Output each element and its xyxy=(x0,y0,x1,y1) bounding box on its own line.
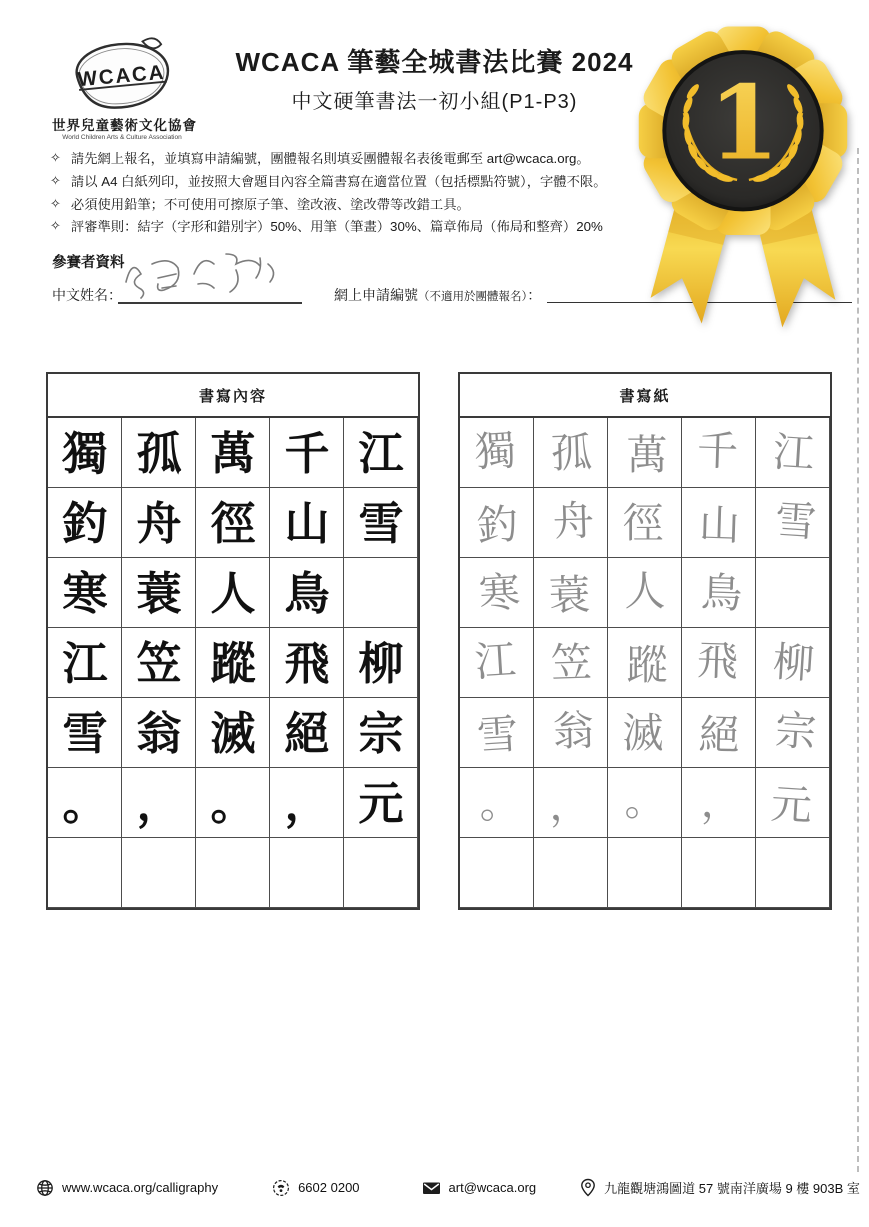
printed-grid-cell: 山 xyxy=(270,488,344,558)
instruction-text: 必須使用鉛筆；不可使用可擦原子筆、塗改液、塗改帶等改錯工具。 xyxy=(70,196,470,212)
printed-grid-cell: 獨 xyxy=(48,418,122,488)
handwritten-grid-cell: 滅 xyxy=(608,698,682,768)
instruction-text: 評審準則：結字（字形和錯別字）50%、用筆（筆畫）30%、篇章佈局（佈局和整齊）20% xyxy=(70,219,603,235)
instructions-list xyxy=(50,149,690,237)
handwritten-grid-cell xyxy=(534,838,608,908)
instruction-item xyxy=(50,149,690,168)
handwritten-grid-cell: 柳 xyxy=(756,628,830,698)
handwritten-grid-cell: 江 xyxy=(756,418,830,488)
phone-icon xyxy=(272,1179,290,1197)
first-place-medal xyxy=(625,10,861,340)
handwritten-grid-cell: 舟 xyxy=(534,488,608,558)
footer-address-text: 九龍觀塘鴻圖道 57 號南洋廣場 9 樓 903B 室 xyxy=(604,1181,860,1196)
printed-grid-cell: 飛 xyxy=(270,628,344,698)
printed-grid-cell xyxy=(48,838,122,908)
printed-grid-cell: 江 xyxy=(344,418,418,488)
printed-grid-cell: 人 xyxy=(196,558,270,628)
handwritten-grid-cell: 宗 xyxy=(756,698,830,768)
handwritten-grid-cell: 雪 xyxy=(756,488,830,558)
printed-grid-cell: 孤 xyxy=(122,418,196,488)
printed-grid-cell xyxy=(196,838,270,908)
printed-grid-cell: 柳 xyxy=(344,628,418,698)
handwritten-grid-cell: 。 xyxy=(460,768,534,838)
footer-website xyxy=(36,1179,218,1197)
page-subtitle: 中文硬筆書法一初小組(P1-P3) xyxy=(291,91,578,113)
printed-grid-cell: 舟 xyxy=(122,488,196,558)
page-title: WCACA 筆藝全城書法比賽 2024 xyxy=(235,47,634,77)
printed-grid-cell: 蓑 xyxy=(122,558,196,628)
envelope-icon xyxy=(422,1180,441,1196)
printed-grid-cell: 萬 xyxy=(196,418,270,488)
handwritten-grid-cell xyxy=(682,838,756,908)
handwritten-grid-cell: ， xyxy=(534,768,608,838)
grid-title: 書寫紙 xyxy=(460,374,830,418)
grid-title: 書寫內容 xyxy=(48,374,418,418)
handwritten-grid-cell: 江 xyxy=(460,628,534,698)
printed-grid-cell: 千 xyxy=(270,418,344,488)
diamond-bullet-icon: ✧ xyxy=(50,150,61,165)
handwritten-grid-cell: 蹤 xyxy=(608,628,682,698)
instruction-item xyxy=(50,195,690,214)
handwritten-grid-cell: 笠 xyxy=(534,628,608,698)
footer-email xyxy=(422,1180,537,1196)
writing-paper-grid xyxy=(458,372,832,910)
globe-icon xyxy=(36,1179,54,1197)
application-number-label-colon: ： xyxy=(527,287,542,303)
printed-grid-cell xyxy=(344,558,418,628)
instruction-item xyxy=(50,217,690,236)
handwritten-grid-cell xyxy=(756,838,830,908)
handwritten-grid-cell: 鳥 xyxy=(682,558,756,628)
printed-grid-cell: 笠 xyxy=(122,628,196,698)
footer-phone-text: 6602 0200 xyxy=(298,1180,360,1195)
participant-section-title: 參賽者資料 xyxy=(52,255,125,271)
writing-content-grid xyxy=(46,372,420,910)
printed-grid-cell: 絕 xyxy=(270,698,344,768)
footer-website-text: www.wcaca.org/calligraphy xyxy=(62,1180,219,1195)
handwritten-grid-cell: 釣 xyxy=(460,488,534,558)
diamond-bullet-icon: ✧ xyxy=(50,172,61,188)
application-number-label-main: 網上申請編號 xyxy=(334,287,418,303)
handwritten-grid-cell: ， xyxy=(682,768,756,838)
location-pin-icon xyxy=(580,1178,596,1197)
handwritten-grid-cell: 絕 xyxy=(682,698,756,768)
svg-text:WCACA: WCACA xyxy=(76,60,167,92)
handwritten-grid-cell: 徑 xyxy=(608,488,682,558)
handwritten-grid-cell: 飛 xyxy=(682,628,756,698)
logo-org-name-en: World Children Arts & Culture Association xyxy=(62,134,182,141)
printed-grid-cell: ， xyxy=(270,768,344,838)
printed-grid-cell: 元 xyxy=(344,768,418,838)
name-field-label: 中文姓名： xyxy=(52,287,122,303)
handwritten-grid-cell: 獨 xyxy=(460,418,534,488)
printed-grid-cell: 釣 xyxy=(48,488,122,558)
instruction-item xyxy=(50,172,690,191)
printed-grid-cell: 翁 xyxy=(122,698,196,768)
printed-grid-cell: 江 xyxy=(48,628,122,698)
printed-grid-cell xyxy=(344,838,418,908)
printed-grid-cell: 蹤 xyxy=(196,628,270,698)
footer-phone xyxy=(272,1179,359,1197)
medal-rank-number: 1 xyxy=(708,63,780,184)
printed-grid-cell: 寒 xyxy=(48,558,122,628)
logo-org-name-zh: 世界兒童藝術文化協會 xyxy=(52,118,197,133)
printed-grid-cell: 。 xyxy=(196,768,270,838)
printed-grid-cell: 鳥 xyxy=(270,558,344,628)
handwritten-grid-cell: 人 xyxy=(608,558,682,628)
instruction-text: 請以 A4 白紙列印，並按照大會題目內容全篇書寫在適當位置（包括標點符號），字體不限。 xyxy=(70,173,607,189)
printed-grid-cell xyxy=(122,838,196,908)
printed-grid-cell: 滅 xyxy=(196,698,270,768)
printed-grid-cell: 。 xyxy=(48,768,122,838)
diamond-bullet-icon: ✧ xyxy=(50,195,61,211)
application-number-label-note: （不適用於團體報名） xyxy=(418,291,528,303)
handwritten-grid-cell: 山 xyxy=(682,488,756,558)
application-number-label xyxy=(334,285,541,305)
handwritten-grid-cell xyxy=(756,558,830,628)
handwritten-grid-cell xyxy=(608,838,682,908)
handwritten-grid-cell: 雪 xyxy=(460,698,534,768)
handwritten-grid-cell: 孤 xyxy=(534,418,608,488)
footer-contact-bar xyxy=(36,1178,859,1197)
handwritten-grid-cell: 元 xyxy=(756,768,830,838)
diamond-bullet-icon: ✧ xyxy=(50,218,61,234)
footer-email-text: art@wcaca.org xyxy=(448,1180,537,1195)
printed-grid-cell: 雪 xyxy=(48,698,122,768)
printed-grid-cell: 徑 xyxy=(196,488,270,558)
handwritten-grid-cell: 蓑 xyxy=(534,558,608,628)
printed-grid-cell: 宗 xyxy=(344,698,418,768)
printed-grid-cell: 雪 xyxy=(344,488,418,558)
footer-address xyxy=(580,1178,860,1197)
handwritten-grid-cell: 。 xyxy=(608,768,682,838)
handwritten-grid-cell: 萬 xyxy=(608,418,682,488)
printed-grid-cell: ， xyxy=(122,768,196,838)
handwritten-grid-cell: 寒 xyxy=(460,558,534,628)
handwritten-grid-cell: 千 xyxy=(682,418,756,488)
printed-grid-cell xyxy=(270,838,344,908)
handwritten-grid-cell xyxy=(460,838,534,908)
handwritten-name-scribble xyxy=(118,248,308,306)
instruction-text: 請先網上報名，並填寫申請編號，團體報名則填妥團體報名表後電郵至 art@wcaca.org。 xyxy=(70,151,590,166)
handwritten-grid-cell: 翁 xyxy=(534,698,608,768)
